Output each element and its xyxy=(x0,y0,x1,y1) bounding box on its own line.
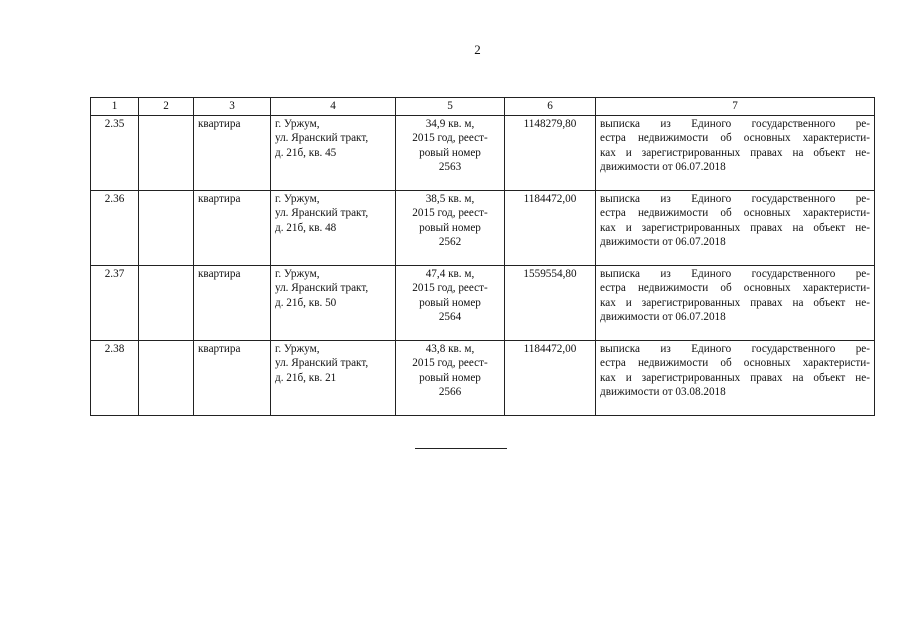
address-line: г. Уржум, xyxy=(275,267,320,280)
basis-line: ках и зарегистрированных правах на объект не- xyxy=(600,296,870,309)
basis-line: естра недвижимости об основных характеристи- xyxy=(600,207,870,220)
address-line: ул. Яранский тракт, xyxy=(275,357,369,370)
description-line: 2015 год, реест- xyxy=(412,207,488,220)
address-line: д. 21б, кв. 21 xyxy=(275,371,337,384)
address-line: ул. Яранский тракт, xyxy=(275,207,369,220)
object-description xyxy=(396,115,505,190)
address-line: ул. Яранский тракт, xyxy=(275,282,369,295)
object-value: 1148279,80 xyxy=(505,115,596,190)
address-line: г. Уржум, xyxy=(275,117,320,130)
description-line: 38,5 кв. м, xyxy=(425,192,475,205)
object-description xyxy=(396,190,505,265)
header-cell-6: 6 xyxy=(505,98,596,116)
description-line: 2564 xyxy=(438,311,462,324)
description-line: 2015 год, реест- xyxy=(412,357,488,370)
basis-line: выписка из Единого государственного ре- xyxy=(600,342,870,355)
row-number: 2.35 xyxy=(91,115,139,190)
object-description xyxy=(396,265,505,340)
header-cell-3: 3 xyxy=(194,98,271,116)
description-line: 47,4 кв. м, xyxy=(425,267,475,280)
address-line: д. 21б, кв. 50 xyxy=(275,296,337,309)
basis-line: естра недвижимости об основных характеристи- xyxy=(600,132,870,145)
basis-document xyxy=(596,265,875,340)
header-cell-1: 1 xyxy=(91,98,139,116)
description-line: ровый номер xyxy=(419,221,481,234)
table-row xyxy=(91,265,875,340)
description-line: 2015 год, реест- xyxy=(412,282,488,295)
basis-document xyxy=(596,340,875,415)
object-value: 1184472,00 xyxy=(505,340,596,415)
basis-line: ках и зарегистрированных правах на объект не- xyxy=(600,221,870,234)
row-number: 2.37 xyxy=(91,265,139,340)
description-line: 2562 xyxy=(438,236,462,249)
description-line: 2015 год, реест- xyxy=(412,132,488,145)
basis-line: выписка из Единого государственного ре- xyxy=(600,117,870,130)
basis-line: движимости от 06.07.2018 xyxy=(600,161,726,174)
object-type: квартира xyxy=(194,190,271,265)
table-header-row xyxy=(91,98,875,116)
row-number: 2.36 xyxy=(91,190,139,265)
basis-line: ках и зарегистрированных правах на объект не- xyxy=(600,371,870,384)
table-row xyxy=(91,340,875,415)
description-line: 43,8 кв. м, xyxy=(425,342,475,355)
address-line: ул. Яранский тракт, xyxy=(275,132,369,145)
row-number: 2.38 xyxy=(91,340,139,415)
page-number: 2 xyxy=(474,42,481,57)
description-line: ровый номер xyxy=(419,371,481,384)
object-value: 1184472,00 xyxy=(505,190,596,265)
property-registry-table xyxy=(90,97,875,416)
object-address xyxy=(271,115,396,190)
description-line: 2563 xyxy=(438,161,462,174)
end-of-table-rule xyxy=(415,448,507,449)
address-line: г. Уржум, xyxy=(275,342,320,355)
table-row xyxy=(91,190,875,265)
object-type: квартира xyxy=(194,115,271,190)
object-description xyxy=(396,340,505,415)
object-type: квартира xyxy=(194,265,271,340)
empty-cell xyxy=(139,340,194,415)
table-row xyxy=(91,115,875,190)
description-line: ровый номер xyxy=(419,146,481,159)
object-address xyxy=(271,340,396,415)
empty-cell xyxy=(139,190,194,265)
empty-cell xyxy=(139,265,194,340)
object-value: 1559554,80 xyxy=(505,265,596,340)
object-address xyxy=(271,265,396,340)
header-cell-4: 4 xyxy=(271,98,396,116)
basis-line: естра недвижимости об основных характеристи- xyxy=(600,282,870,295)
address-line: г. Уржум, xyxy=(275,192,320,205)
header-cell-5: 5 xyxy=(396,98,505,116)
description-line: 34,9 кв. м, xyxy=(425,117,475,130)
header-cell-2: 2 xyxy=(139,98,194,116)
basis-line: движимости от 06.07.2018 xyxy=(600,311,726,324)
basis-line: выписка из Единого государственного ре- xyxy=(600,192,870,205)
description-line: 2566 xyxy=(438,386,462,399)
object-address xyxy=(271,190,396,265)
address-line: д. 21б, кв. 45 xyxy=(275,146,337,159)
address-line: д. 21б, кв. 48 xyxy=(275,221,337,234)
header-cell-7: 7 xyxy=(596,98,875,116)
empty-cell xyxy=(139,115,194,190)
basis-document xyxy=(596,190,875,265)
basis-line: естра недвижимости об основных характеристи- xyxy=(600,357,870,370)
basis-line: выписка из Единого государственного ре- xyxy=(600,267,870,280)
basis-line: ках и зарегистрированных правах на объект не- xyxy=(600,146,870,159)
basis-line: движимости от 06.07.2018 xyxy=(600,236,726,249)
description-line: ровый номер xyxy=(419,296,481,309)
object-type: квартира xyxy=(194,340,271,415)
basis-document xyxy=(596,115,875,190)
basis-line: движимости от 03.08.2018 xyxy=(600,386,726,399)
